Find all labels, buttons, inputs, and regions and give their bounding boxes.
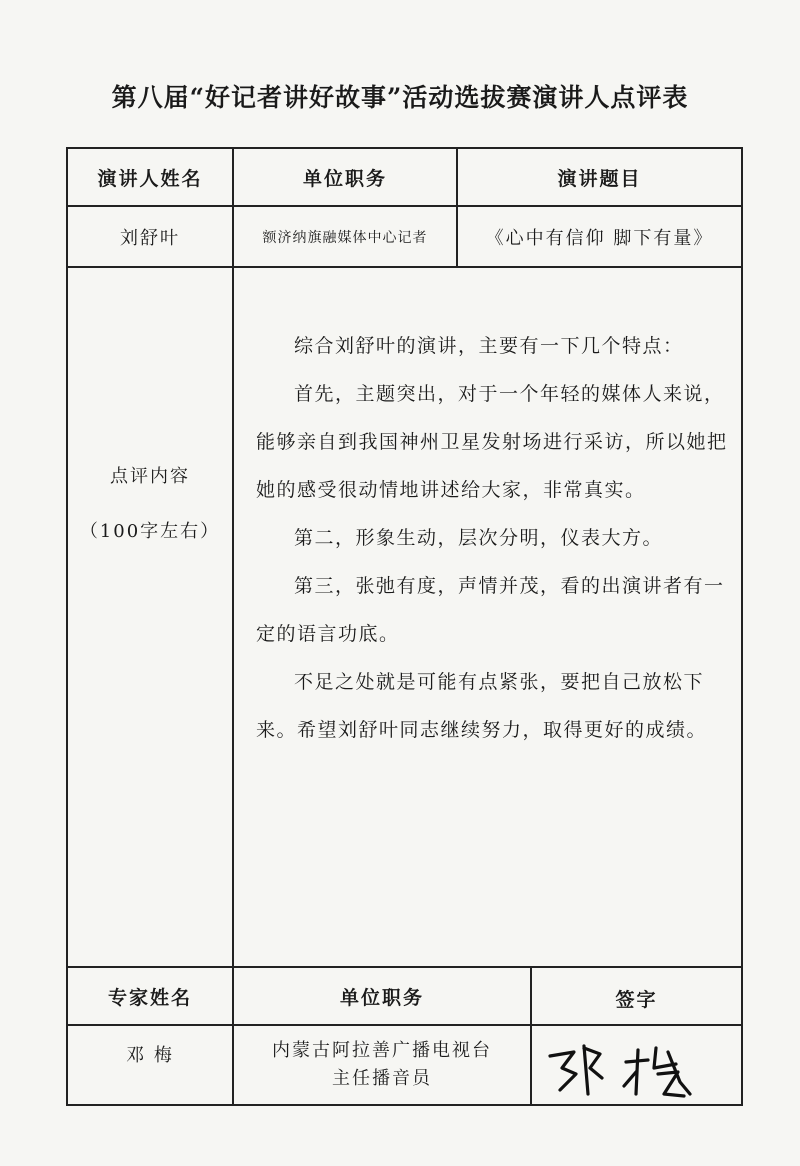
review-content <box>256 322 732 754</box>
expert-position-line: 主任播音员 <box>332 1068 432 1089</box>
expert-name: 邓 梅 <box>126 1045 174 1066</box>
speech-topic: 《心中有信仰 脚下有量》 <box>485 227 714 249</box>
header-speaker-name: 演讲人姓名 <box>97 167 203 190</box>
header-expert-position: 单位职务 <box>339 986 424 1009</box>
header-signature: 签字 <box>615 988 658 1011</box>
rule <box>66 266 743 268</box>
rule <box>66 147 68 1106</box>
form-title: 第八届“好记者讲好故事”活动选拔赛演讲人点评表 <box>111 83 689 112</box>
review-paragraph: 综合刘舒叶的演讲，主要有一下几个特点： <box>294 335 684 357</box>
review-hint: （100字左右） <box>79 521 221 542</box>
speaker-position: 额济纳旗融媒体中心记者 <box>262 229 428 246</box>
review-label: 点评内容 <box>110 466 190 487</box>
header-speaker-position: 单位职务 <box>302 167 387 190</box>
expert-position <box>234 1026 530 1104</box>
header-speech-topic: 演讲题目 <box>557 167 642 190</box>
rule <box>66 1104 743 1106</box>
review-paragraph: 首先，主题突出，对于一个年轻的媒体人来说，能够亲自到我国神州卫星发射场进行采访，所以她把她的感受很动情地讲述给大家，非常真实。 <box>256 383 728 501</box>
review-paragraph: 第二，形象生动，层次分明，仪表大方。 <box>294 527 664 549</box>
review-paragraph: 第三，张弛有度，声情并茂，看的出演讲者有一定的语言功底。 <box>256 575 725 645</box>
rule <box>741 147 743 1106</box>
review-paragraph: 不足之处就是可能有点紧张，要把自己放松下来。希望刘舒叶同志继续努力，取得更好的成绩。 <box>256 671 708 741</box>
speaker-name: 刘舒叶 <box>120 227 180 249</box>
header-expert-name: 专家姓名 <box>107 986 192 1009</box>
expert-position-line: 内蒙古阿拉善广播电视台 <box>272 1040 492 1061</box>
handwritten-signature <box>540 1034 720 1104</box>
rule <box>232 147 234 1106</box>
